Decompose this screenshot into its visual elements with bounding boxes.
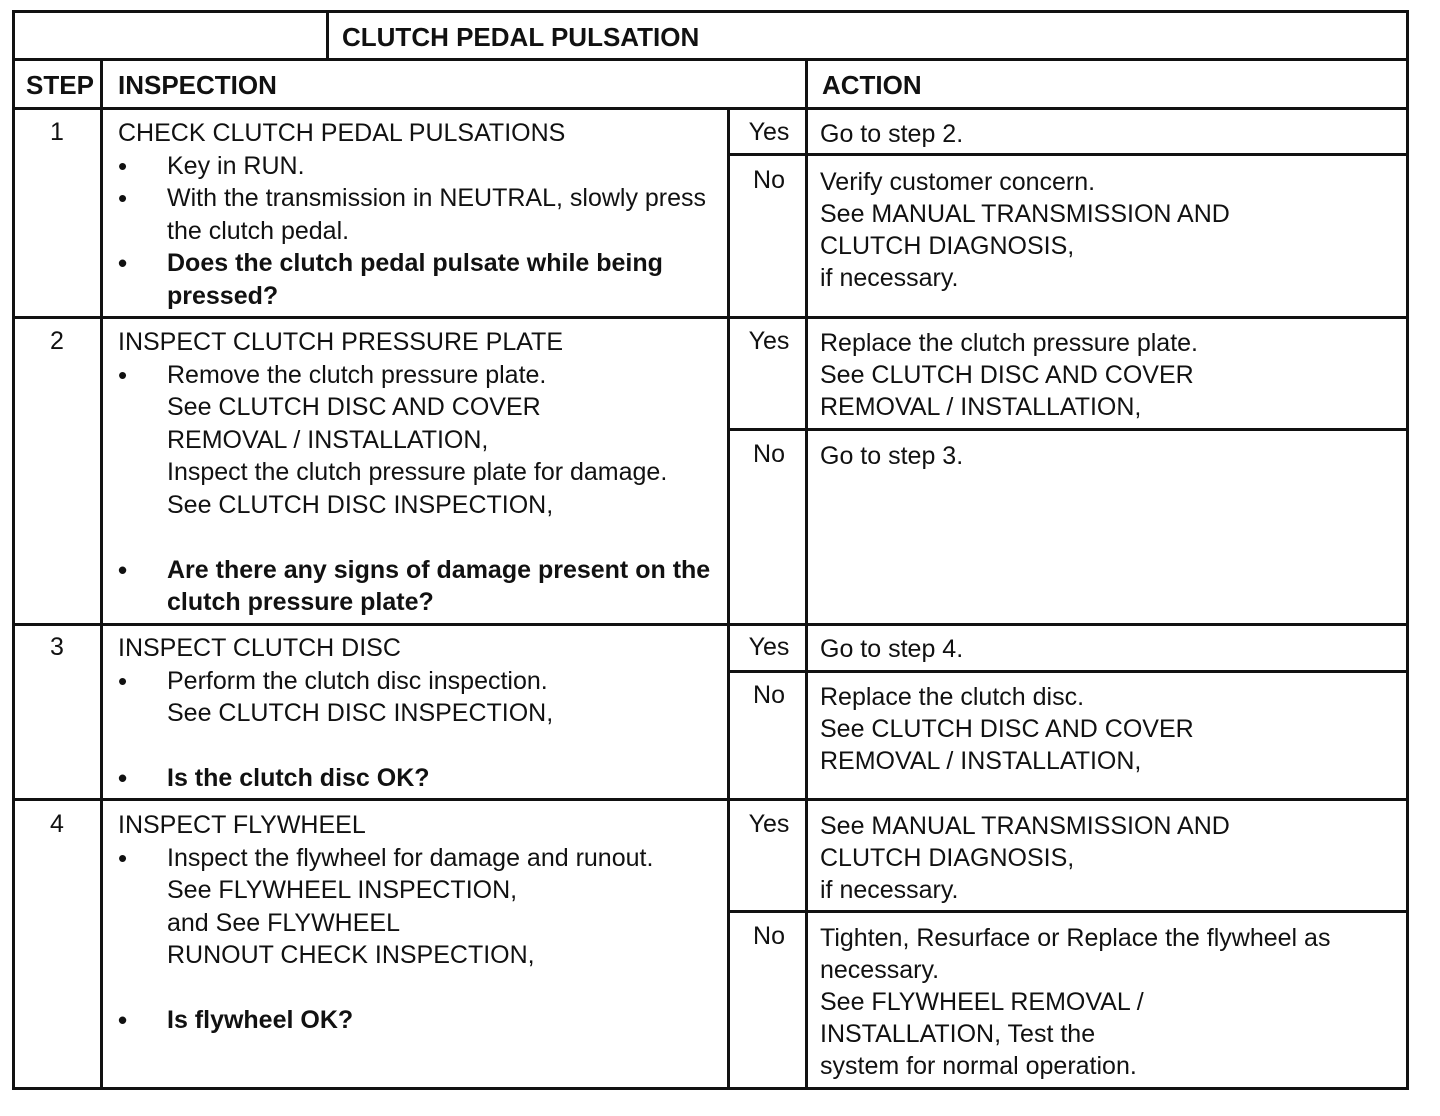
action-line: See CLUTCH DISC AND COVER [820,361,1194,389]
no-action: Go to step 3. [820,442,964,470]
header-action: ACTION [822,70,922,100]
bullet-item: • Perform the clutch disc inspection. [118,665,718,698]
rule-step2-yes [728,428,1409,431]
bullet-item: • Key in RUN. [118,150,718,183]
yes-action: Go to step 2. [820,120,964,148]
rule-step4-yes [728,910,1409,913]
rule-yesno-col [727,107,730,1090]
action-line: system for normal operation. [820,1052,1137,1080]
bullet-question: • Is the clutch disc OK? [118,762,718,795]
action-line: See CLUTCH DISC AND COVER [820,715,1194,743]
step-heading: INSPECT CLUTCH PRESSURE PLATE [118,328,564,356]
table-title: CLUTCH PEDAL PULSATION [342,22,700,52]
action-line: CLUTCH DIAGNOSIS, [820,232,1075,260]
step-number: 2 [50,327,64,355]
action-line: INSTALLATION, Test the [820,1020,1096,1048]
no-action [820,681,1395,777]
action-line: REMOVAL / INSTALLATION, [820,747,1142,775]
no-label: No [753,440,785,468]
rule-below-step2 [12,623,1409,626]
action-line: See MANUAL TRANSMISSION AND [820,200,1230,228]
rule-below-title [12,58,1409,61]
action-line: See FLYWHEEL REMOVAL / [820,988,1144,1016]
action-line: See MANUAL TRANSMISSION AND [820,812,1230,840]
action-line: Replace the clutch pressure plate. [820,329,1198,357]
step-heading: INSPECT FLYWHEEL [118,811,366,839]
no-label: No [753,166,785,194]
step-number: 3 [50,633,64,661]
no-label: No [753,681,785,709]
action-line: Replace the clutch disc. [820,683,1085,711]
action-line: if necessary. [820,264,959,292]
no-action [820,922,1395,1082]
sub-line: See CLUTCH DISC INSPECTION, [167,699,554,727]
action-line: REMOVAL / INSTALLATION, [820,393,1142,421]
action-line: Tighten, Resurface or Replace the flywheel as necessary. [820,924,1331,984]
rule-title-left [326,10,329,60]
sub-line: REMOVAL / INSTALLATION, [167,425,489,454]
step-1-inspection [118,117,718,312]
step-number: 4 [50,810,64,838]
yes-action [820,327,1395,423]
bullet-item: • Inspect the flywheel for damage and runout. [118,842,718,875]
yes-label: Yes [748,327,790,355]
sub-line: See CLUTCH DISC AND COVER [167,393,541,421]
rule-below-step1 [12,316,1409,319]
bullet-item: • With the transmission in NEUTRAL, slowly press the clutch pedal. [118,182,718,247]
yes-label: Yes [748,810,790,838]
bullet-question: • Are there any signs of damage present on the clutch pressure plate? [118,554,718,619]
step-2-inspection [118,326,718,619]
header-step: STEP [26,70,94,100]
rule-below-header [12,107,1409,110]
no-action [820,166,1395,294]
no-label: No [753,922,785,950]
sub-line: and See FLYWHEEL [167,908,400,937]
step-number: 1 [50,118,64,146]
action-line: if necessary. [820,876,959,904]
step-heading: INSPECT CLUTCH DISC [118,634,401,662]
action-line: Verify customer concern. [820,168,1096,196]
yes-action [820,810,1395,906]
yes-label: Yes [748,633,790,661]
yes-action: Go to step 4. [820,635,964,663]
rule-step1-yes [728,153,1409,156]
rule-step3-yes [728,670,1409,673]
bullet-item: • Remove the clutch pressure plate. [118,359,718,392]
step-heading: CHECK CLUTCH PEDAL PULSATIONS [118,119,566,147]
header-inspection: INSPECTION [118,70,277,100]
rule-step-col [100,58,103,1090]
sub-line: Inspect the clutch pressure plate for damage. [167,458,668,486]
sub-line: See CLUTCH DISC INSPECTION, [167,490,554,519]
yes-label: Yes [748,118,790,146]
step-4-inspection [118,809,718,1037]
sub-line: See FLYWHEEL INSPECTION, [167,876,518,904]
rule-below-step3 [12,798,1409,801]
action-line: CLUTCH DIAGNOSIS, [820,844,1075,872]
sub-line: RUNOUT CHECK INSPECTION, [167,941,535,969]
bullet-question: • Does the clutch pedal pulsate while being pressed? [118,247,718,312]
bullet-question: • Is flywheel OK? [118,1004,718,1037]
step-3-inspection [118,632,718,795]
